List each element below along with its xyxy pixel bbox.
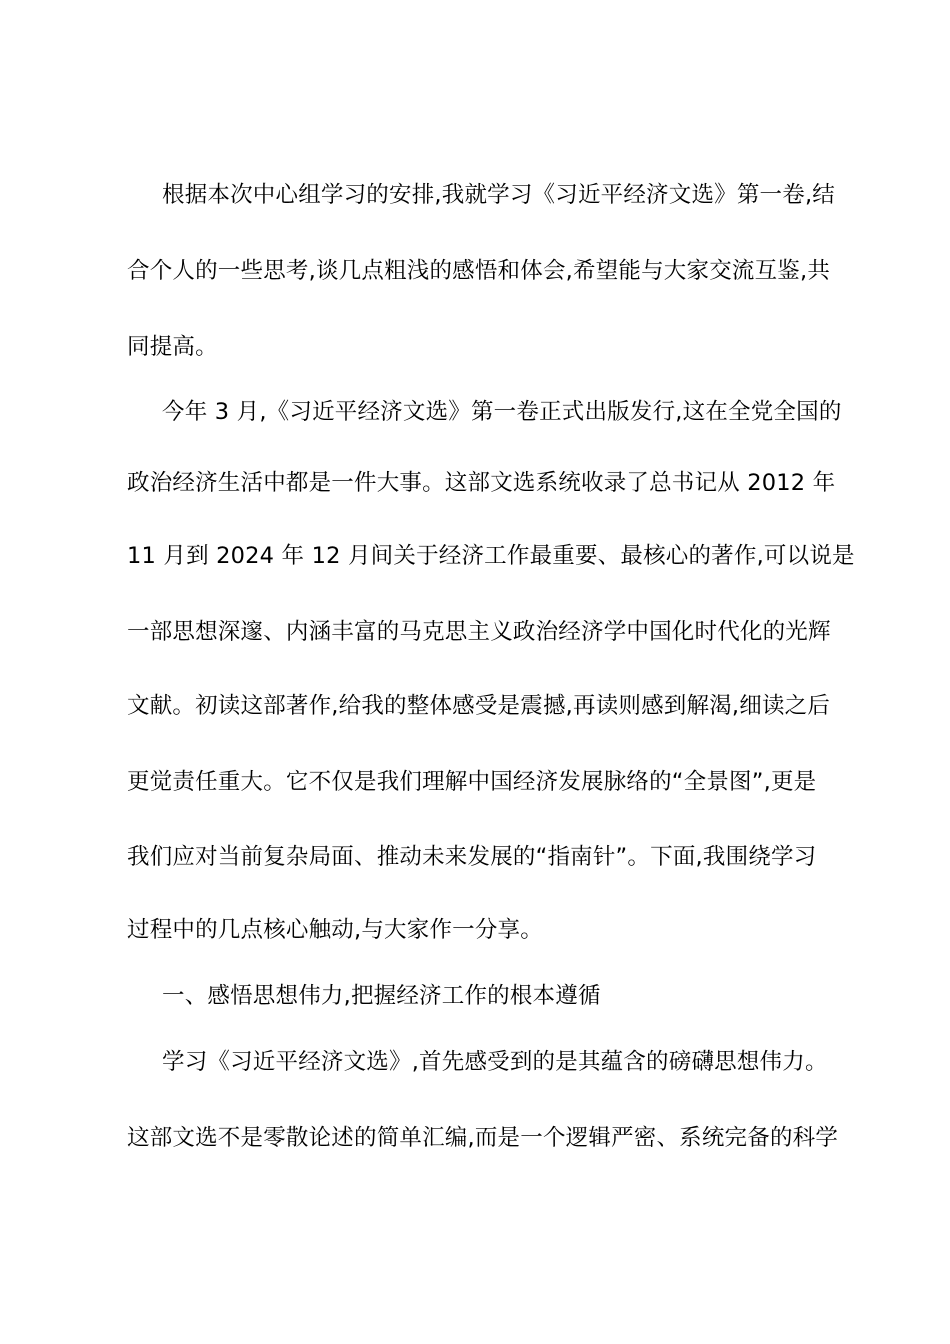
paragraph-1-line-1: 根据本次中心组学习的安排,我就学习《习近平经济文选》第一卷,结 [162,182,836,208]
section-heading-1: 一、感悟思想伟力,把握经济工作的根本遵循 [162,983,601,1009]
paragraph-2-line-4: 一部思想深邃、内涵丰富的马克思主义政治经济学中国化时代化的光辉 [127,619,831,645]
paragraph-2-line-8: 过程中的几点核心触动,与大家作一分享。 [127,917,543,943]
paragraph-2-line-6: 更觉责任重大。它不仅是我们理解中国经济发展脉络的“全景图”,更是 [127,769,817,795]
paragraph-2-line-5: 文献。初读这部著作,给我的整体感受是震撼,再读则感到解渴,细读之后 [127,693,831,719]
paragraph-3-line-1: 学习《习近平经济文选》,首先感受到的是其蕴含的磅礴思想伟力。 [162,1049,828,1075]
paragraph-3-line-2: 这部文选不是零散论述的简单汇编,而是一个逻辑严密、系统完备的科学 [127,1125,839,1151]
paragraph-2-line-1: 今年 3 月,《习近平经济文选》第一卷正式出版发行,这在全党全国的 [162,399,842,425]
paragraph-2-line-2: 政治经济生活中都是一件大事。这部文选系统收录了总书记从 2012 年 [127,470,836,496]
paragraph-1-line-2: 合个人的一些思考,谈几点粗浅的感悟和体会,希望能与大家交流互鉴,共 [127,258,831,284]
paragraph-2-line-7: 我们应对当前复杂局面、推动未来发展的“指南针”。下面,我围绕学习 [127,844,817,870]
paragraph-1-line-3: 同提高。 [127,334,218,360]
paragraph-2-line-3: 11 月到 2024 年 12 月间关于经济工作最重要、最核心的著作,可以说是 [127,543,855,569]
